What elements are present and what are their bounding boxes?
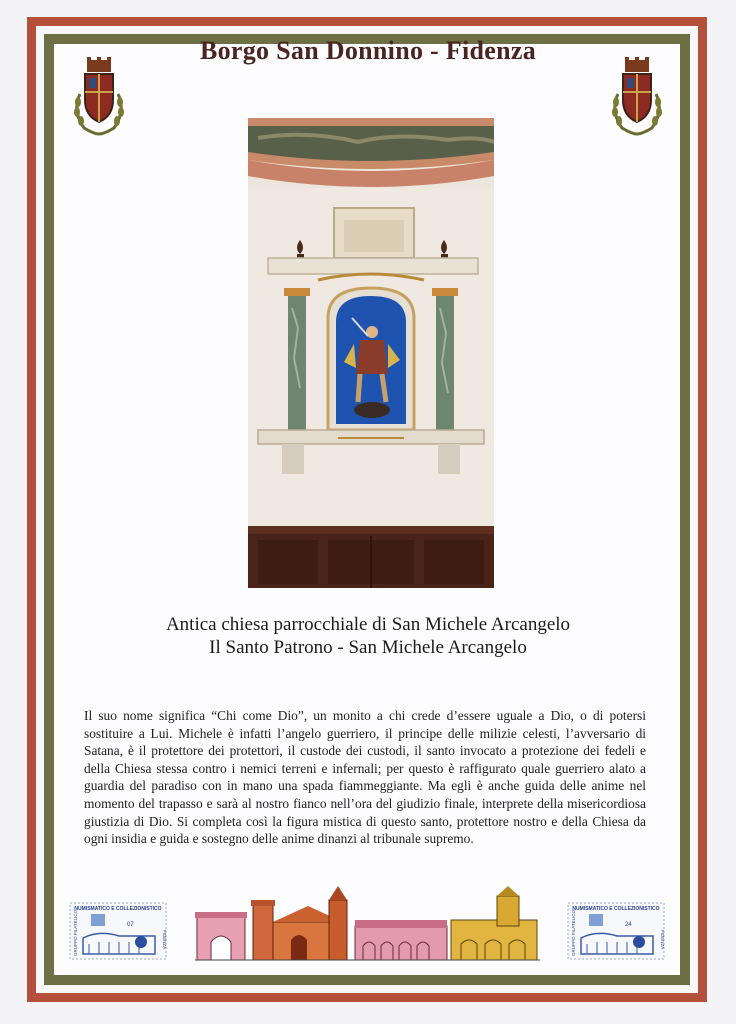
philatelic-stamp-icon [567, 902, 665, 960]
stamp-side-text-right: FIDENZA [162, 930, 167, 950]
stamp-top-text: NUMISMATICO E COLLEZIONISTICO [572, 906, 660, 912]
page-title: Borgo San Donnino - Fidenza [199, 36, 537, 65]
philatelic-stamp-icon [69, 902, 167, 960]
stamp-side-text-right: FIDENZA [660, 930, 665, 950]
stamp-year: 07 [127, 922, 134, 928]
stamp-year: 24 [625, 922, 632, 928]
caption-line-1: Antica chiesa parrocchiale di San Michele Arcangelo [165, 614, 571, 635]
city-skyline-illustration [195, 886, 540, 961]
stamp-top-text: NUMISMATICO E COLLEZIONISTICO [74, 906, 162, 912]
body-paragraph: Il suo nome significa “Chi come Dio”, un monito a chi crede d’essere uguale a Dio, o di potersi sostituire a Lui. Michele è infatti l’angelo guerriero, il principe delle milizie celesti, l’avversario di Satana, è il protettore dei protettori, il custode dei custodi, il santo invocato a protezione dei fedeli e della Chiesa stessa contro i nemici terreni e infernali; per questo è raffigurato quale guerriero alato a guardia del paradiso con in mano una spada fiammeggiante. Ma egli è anche guida delle anime nel momento del trapasso e sarà al nostro fianco nell’ora del giudizio finale, interprete della misericordiosa giustizia di Dio. Si completa così la figura mistica di questo santo, protettore nostro e della Chiesa da ogni insidia e guida e sostegno delle anime dinanzi al tribunale supremo. [84, 708, 646, 847]
stamp-side-text: GRUPPO FILATELICO [73, 909, 78, 956]
stamp-side-text: GRUPPO FILATELICO [571, 909, 576, 956]
caption-line-2: Il Santo Patrono - San Michele Arcangelo [209, 637, 527, 658]
coat-of-arms-icon [70, 56, 128, 136]
altar-painting-photo [248, 118, 494, 588]
coat-of-arms-icon [608, 56, 666, 136]
